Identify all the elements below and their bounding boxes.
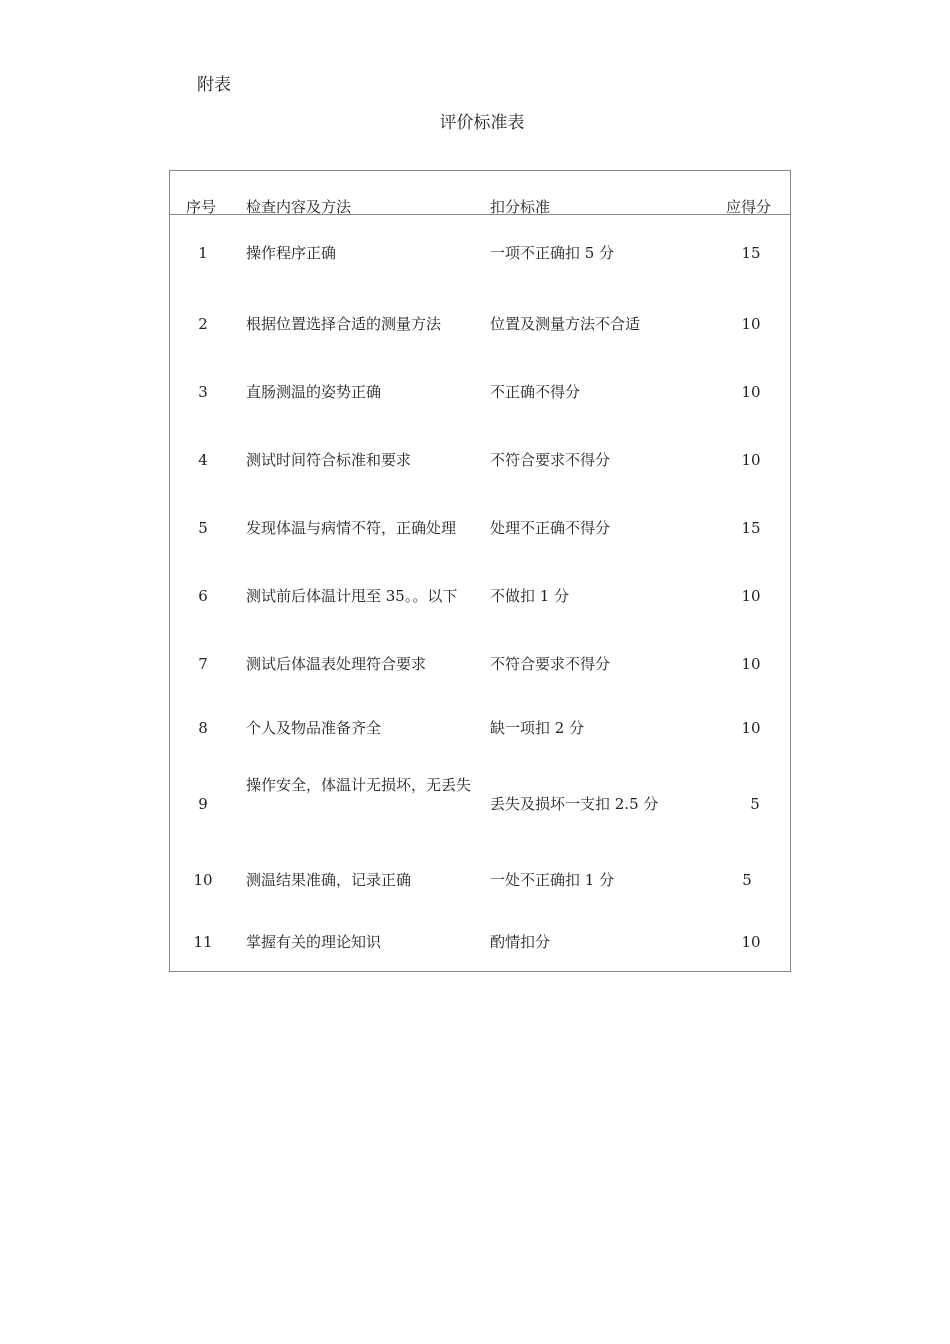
row-score: 10 [741,933,761,951]
page-title: 评价标准表 [439,113,525,133]
evaluation-table [169,170,791,972]
row-no: 6 [198,587,208,605]
row-no: 1 [198,244,208,262]
header-score: 应得分 [726,198,772,216]
row-no: 4 [198,451,208,469]
row-no: 11 [193,933,213,951]
row-no: 9 [198,795,208,813]
row-item: 掌握有关的理论知识 [246,933,382,951]
row-score: 5 [742,871,752,889]
row-item: 根据位置选择合适的测量方法 [246,315,442,333]
header-no: 序号 [186,198,217,216]
row-item: 测试后体温表处理符合要求 [246,655,427,673]
row-score: 10 [741,587,761,605]
row-score: 5 [750,795,760,813]
row-no: 7 [198,655,208,673]
row-item: 测试时间符合标准和要求 [246,451,412,469]
row-standard: 丢失及损坏一支扣 2.5 分 [490,795,659,813]
row-score: 10 [741,451,761,469]
header-item: 检查内容及方法 [246,198,352,216]
header-divider [170,214,790,215]
row-standard: 不符合要求不得分 [490,451,611,469]
row-standard: 缺一项扣 2 分 [490,719,585,737]
row-standard: 位置及测量方法不合适 [490,315,641,333]
row-standard: 一处不正确扣 1 分 [490,871,615,889]
row-standard: 一项不正确扣 5 分 [490,244,615,262]
row-no: 8 [198,719,208,737]
row-no: 2 [198,315,208,333]
row-score: 10 [741,383,761,401]
row-score: 10 [741,655,761,673]
row-score: 10 [741,315,761,333]
row-item: 测试前后体温计甩至 35。。以下 [246,587,458,605]
row-no: 5 [198,519,208,537]
row-item: 发现体温与病情不符，正确处理 [246,519,457,537]
row-standard: 处理不正确不得分 [490,519,611,537]
row-score: 10 [741,719,761,737]
row-score: 15 [741,519,761,537]
appendix-label: 附表 [197,75,231,95]
row-standard: 不符合要求不得分 [490,655,611,673]
row-standard: 不正确不得分 [490,383,581,401]
row-item: 测温结果准确，记录正确 [246,871,412,889]
row-item: 直肠测温的姿势正确 [246,383,382,401]
row-score: 15 [741,244,761,262]
row-item: 操作安全，体温计无损坏，无丢失 [246,776,472,794]
row-item: 操作程序正确 [246,244,337,262]
row-standard: 酌情扣分 [490,933,551,951]
row-item: 个人及物品准备齐全 [246,719,382,737]
row-no: 3 [198,383,208,401]
row-no: 10 [193,871,213,889]
row-standard: 不做扣 1 分 [490,587,570,605]
header-standard: 扣分标准 [490,198,551,216]
